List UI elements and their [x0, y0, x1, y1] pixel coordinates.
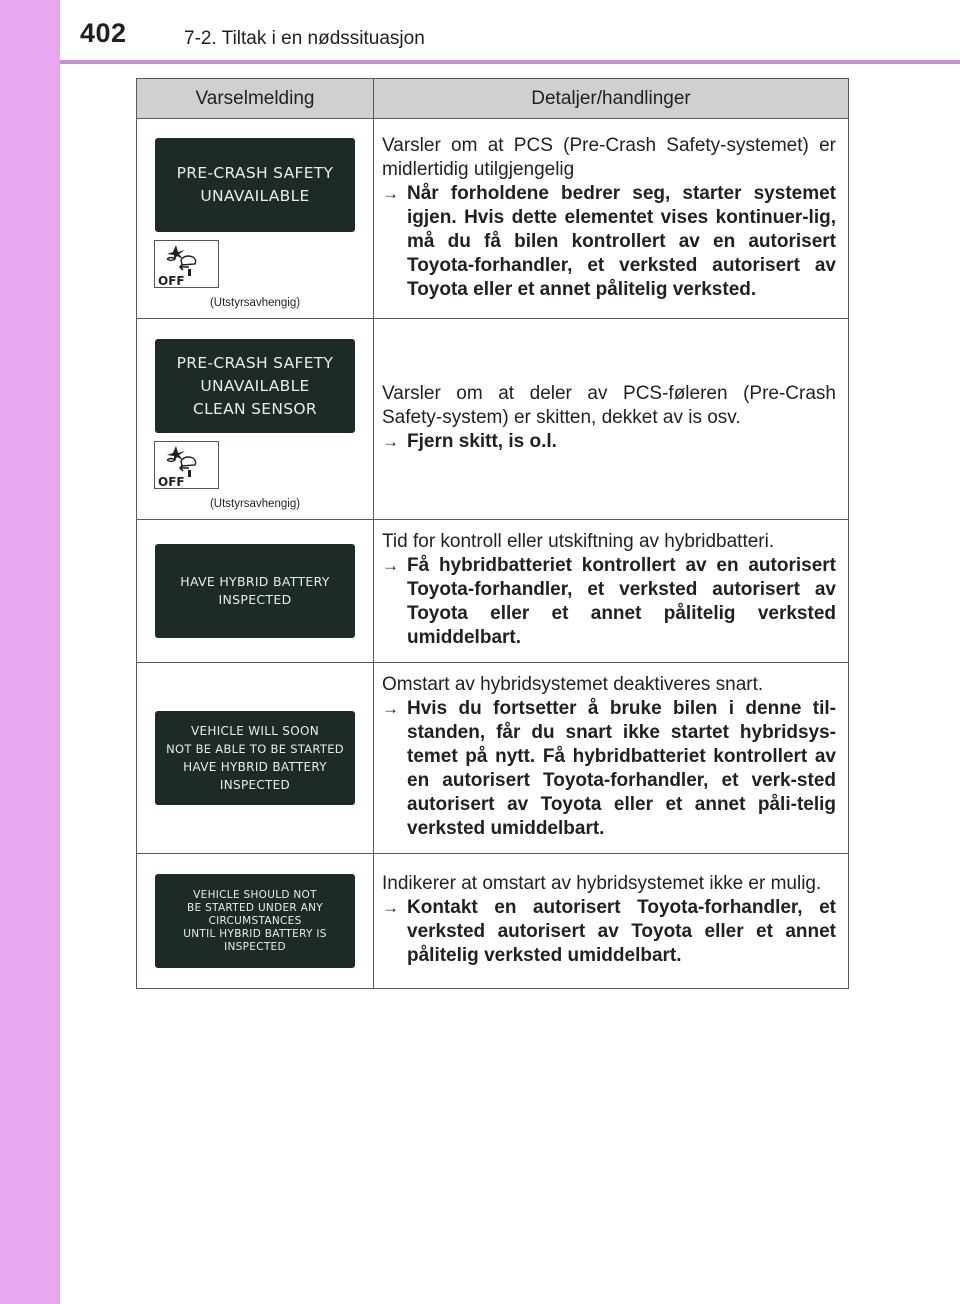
- column-header-warning: Varselmelding: [137, 79, 374, 119]
- action-text: Få hybridbatteriet kontrollert av en autorisert Toyota-forhandler, et verksted autorisert av Toyota eller et annet pålitelig verksted umiddelbart.: [407, 555, 836, 648]
- display-line: HAVE HYBRID BATTERY: [183, 760, 327, 774]
- arrow-icon: →: [382, 556, 399, 575]
- display-line: VEHICLE WILL SOON: [191, 724, 319, 738]
- display-line: INSPECTED: [224, 940, 286, 953]
- action-text: Fjern skitt, is o.l.: [407, 431, 557, 452]
- arrow-icon: →: [382, 699, 399, 718]
- action-instruction: [382, 697, 836, 841]
- table-row: [137, 319, 849, 520]
- action-instruction: [382, 430, 836, 454]
- icon-off-label: OFF: [158, 475, 185, 488]
- display-line: UNAVAILABLE: [200, 376, 310, 395]
- table-row: [137, 854, 849, 989]
- warning-display: [155, 544, 355, 638]
- details-cell: [374, 854, 849, 989]
- action-text: Kontakt en autorisert Toyota-forhandler, et verksted autorisert av Toyota eller et annet pålitelig verksted umiddelbart.: [407, 897, 836, 966]
- display-line: CIRCUMSTANCES: [208, 914, 302, 927]
- display-line: BE STARTED UNDER ANY: [187, 901, 323, 914]
- table-row: [137, 119, 849, 319]
- display-line: CLEAN SENSOR: [192, 399, 317, 418]
- warning-image-cell: [137, 854, 374, 989]
- side-tab: [0, 0, 60, 1304]
- warning-image-cell: [137, 319, 374, 520]
- warning-display: [155, 874, 355, 968]
- warning-display: [155, 138, 355, 232]
- display-line: PRE-CRASH SAFETY: [176, 164, 334, 182]
- page-header: [60, 0, 960, 60]
- warning-description: Varsler om at deler av PCS-føleren (Pre-Crash Safety-system) er skitten, dekket av is osv.: [382, 383, 836, 428]
- page-number: 402: [80, 18, 127, 48]
- section-title: 7-2. Tiltak i en nødssituasjon: [184, 28, 425, 49]
- warning-display: [155, 339, 355, 433]
- table-header-row: [137, 79, 849, 119]
- action-text: Når forholdene bedrer seg, starter systemet igjen. Hvis dette elementet vises kontinuer-lig, må du få bilen kontrollert av en autorisert Toyota-forhandler, et verksted autorisert av Toyota eller et annet pålitelig verksted.: [407, 182, 836, 300]
- action-instruction: [382, 896, 836, 968]
- icon-off-label: OFF: [158, 274, 185, 287]
- warning-display: [155, 711, 355, 805]
- details-cell: [374, 119, 849, 319]
- details-cell: [374, 520, 849, 663]
- warning-description: Omstart av hybridsystemet deaktiveres snart.: [382, 674, 764, 695]
- warning-description: Varsler om at PCS (Pre-Crash Safety-systemet) er midlertidig utilgjengelig: [382, 134, 836, 180]
- arrow-icon: →: [382, 898, 399, 917]
- action-instruction: [382, 182, 836, 302]
- details-cell: [374, 319, 849, 520]
- action-text: Hvis du fortsetter å bruke bilen i denne til-standen, får du snart ikke startet hybridsys-temet på nytt. Få hybridbatteriet kontrollert av en autorisert Toyota-forhandler, et verk-sted autorisert av Toyota eller et annet påli-telig verksted umiddelbart.: [407, 698, 836, 839]
- display-line: UNAVAILABLE: [200, 187, 310, 205]
- header-rule: [60, 60, 960, 64]
- display-line: HAVE HYBRID BATTERY: [180, 574, 330, 589]
- display-line: INSPECTED: [218, 592, 292, 607]
- pcs-off-icon: [154, 441, 219, 489]
- details-cell: [374, 663, 849, 854]
- pcs-off-icon: [154, 240, 219, 288]
- warning-image-cell: [137, 663, 374, 854]
- arrow-icon: →: [382, 432, 399, 451]
- display-line: NOT BE ABLE TO BE STARTED: [166, 742, 344, 756]
- display-line: INSPECTED: [219, 778, 291, 792]
- arrow-icon: →: [382, 183, 399, 203]
- warning-image-cell: [137, 520, 374, 663]
- display-line: VEHICLE SHOULD NOT: [193, 888, 317, 901]
- warning-message-table: [136, 78, 849, 989]
- action-instruction: [382, 554, 836, 650]
- warning-description: Indikerer at omstart av hybridsystemet ikke er mulig.: [382, 873, 822, 894]
- warning-description: Tid for kontroll eller utskiftning av hybridbatteri.: [382, 531, 775, 552]
- column-header-details: Detaljer/handlinger: [374, 79, 849, 119]
- warning-image-cell: [137, 119, 374, 319]
- image-caption: (Utstyrsavhengig): [209, 297, 301, 309]
- image-caption: (Utstyrsavhengig): [209, 498, 301, 510]
- table-row: [137, 663, 849, 854]
- display-line: PRE-CRASH SAFETY: [176, 353, 334, 372]
- table-row: [137, 520, 849, 663]
- display-line: UNTIL HYBRID BATTERY IS: [183, 927, 327, 940]
